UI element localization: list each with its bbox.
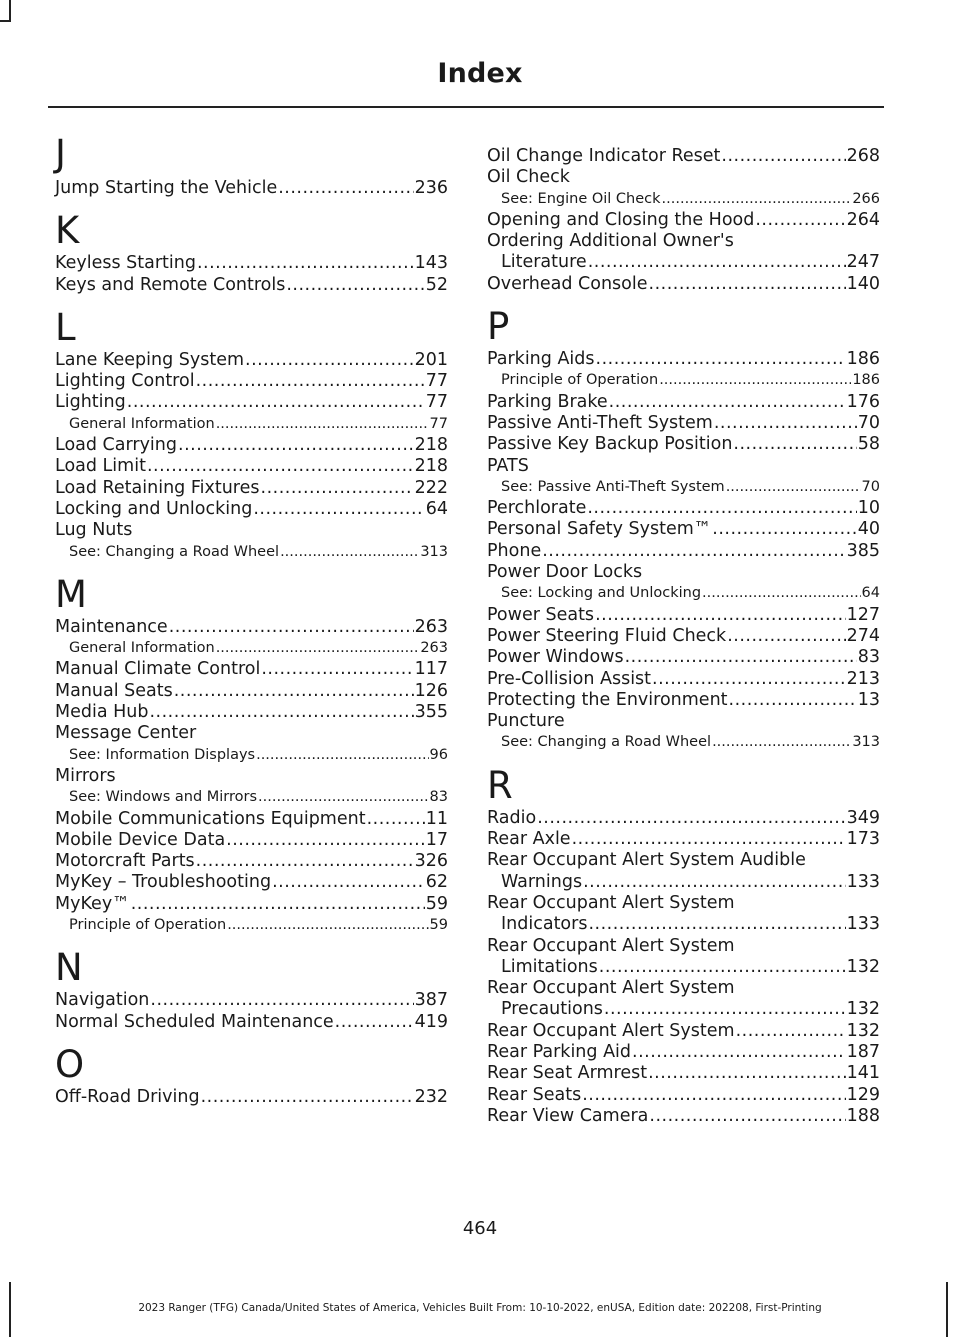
index-entry: Motorcraft Parts ..... 326 [55, 851, 448, 872]
index-subentry: See: Passive Anti-Theft System ..... 70 [487, 477, 880, 498]
section-letter-n: N [55, 946, 83, 990]
index-subentry: Principle of Operation ..... 186 [487, 370, 880, 391]
index-subentry: See: Changing a Road Wheel ..... 313 [487, 732, 880, 753]
index-heading: Power Door Locks [487, 562, 643, 583]
title-divider [48, 106, 884, 108]
index-heading: Rear Occupant Alert System [487, 892, 735, 913]
index-column-right [487, 146, 880, 1127]
index-entry: Oil Change Indicator Reset ..... 268 [487, 146, 880, 167]
index-entry: Load Retaining Fixtures ..... 222 [55, 478, 448, 499]
index-entry: Rear Seats ..... 129 [487, 1085, 880, 1106]
index-entry: Parking Brake ..... 176 [487, 392, 880, 413]
index-subentry: Principle of Operation ..... 59 [55, 915, 448, 936]
index-entry: Lighting ..... 77 [55, 392, 448, 413]
index-subentry: General Information ..... 263 [55, 638, 448, 659]
index-heading: PATS [487, 455, 529, 476]
index-entry: Radio ..... 349 [487, 808, 880, 829]
index-entry: Lane Keeping System ..... 201 [55, 350, 448, 371]
page-number: 464 [462, 1218, 498, 1239]
index-entry: Precautions ..... 132 [487, 999, 880, 1020]
index-entry: Maintenance ..... 263 [55, 617, 448, 638]
index-entry: Keys and Remote Controls ..... 52 [55, 275, 448, 296]
index-entry: Perchlorate ..... 10 [487, 498, 880, 519]
index-subentry: See: Locking and Unlocking ..... 64 [487, 583, 880, 604]
index-entry: Literature ..... 247 [487, 252, 880, 273]
index-entry: MyKey – Troubleshooting ..... 62 [55, 872, 448, 893]
index-subentry: See: Engine Oil Check ..... 266 [487, 189, 880, 210]
index-entry: Rear Parking Aid ..... 187 [487, 1042, 880, 1063]
section-letter-m: M [55, 572, 87, 616]
index-entry: Passive Key Backup Position ..... 58 [487, 434, 880, 455]
index-entry: Pre-Collision Assist ..... 213 [487, 669, 880, 690]
section-letter-j: J [55, 132, 66, 175]
index-entry: Personal Safety System™ ..... 40 [487, 519, 880, 540]
section-letter-p: P [487, 305, 510, 349]
index-subentry: See: Information Displays ..... 96 [55, 745, 448, 766]
index-heading: Oil Check [487, 167, 570, 188]
index-entry: Opening and Closing the Hood ..... 264 [487, 210, 880, 231]
section-letter-o: O [55, 1042, 85, 1086]
index-entry: MyKey™ ..... 59 [55, 894, 448, 915]
index-heading: Puncture [487, 711, 565, 732]
index-entry: Mobile Communications Equipment ..... 11 [55, 809, 448, 830]
index-entry: Off-Road Driving ..... 232 [55, 1087, 448, 1108]
index-entry: Mobile Device Data ..... 17 [55, 830, 448, 851]
index-entry: Rear Occupant Alert System ..... 132 [487, 1021, 880, 1042]
section-letter-k: K [55, 209, 80, 253]
index-entry: Lighting Control ..... 77 [55, 371, 448, 392]
crop-mark [9, 0, 11, 22]
index-subentry: See: Changing a Road Wheel ..... 313 [55, 542, 448, 563]
index-entry: Phone ..... 385 [487, 541, 880, 562]
index-entry: Warnings ..... 133 [487, 872, 880, 893]
crop-mark [0, 20, 11, 22]
index-entry: Media Hub ..... 355 [55, 702, 448, 723]
index-entry: Power Seats ..... 127 [487, 605, 880, 626]
index-entry: Navigation ..... 387 [55, 990, 448, 1011]
index-entry: Power Windows ..... 83 [487, 647, 880, 668]
index-subentry: General Information ..... 77 [55, 414, 448, 435]
index-subentry: See: Windows and Mirrors ..... 83 [55, 787, 448, 808]
index-column-left [55, 130, 448, 1108]
index-heading: Rear Occupant Alert System Audible [487, 850, 806, 871]
index-entry: Rear Seat Armrest ..... 141 [487, 1063, 880, 1084]
index-entry: Load Limit ..... 218 [55, 456, 448, 477]
index-entry: Normal Scheduled Maintenance ..... 419 [55, 1012, 448, 1033]
index-entry: Limitations ..... 132 [487, 957, 880, 978]
page-title: Index [437, 58, 523, 89]
index-entry: Keyless Starting ..... 143 [55, 253, 448, 274]
index-heading: Rear Occupant Alert System [487, 935, 735, 956]
index-entry: Load Carrying ..... 218 [55, 435, 448, 456]
index-heading: Rear Occupant Alert System [487, 978, 735, 999]
section-letter-l: L [55, 305, 76, 349]
index-entry: Overhead Console ..... 140 [487, 274, 880, 295]
index-entry: Rear View Camera ..... 188 [487, 1106, 880, 1127]
index-entry: Locking and Unlocking ..... 64 [55, 499, 448, 520]
index-heading: Lug Nuts [55, 520, 133, 541]
index-entry: Indicators ..... 133 [487, 914, 880, 935]
index-entry: Parking Aids ..... 186 [487, 349, 880, 370]
index-entry: Power Steering Fluid Check ..... 274 [487, 626, 880, 647]
index-entry: Protecting the Environment ..... 13 [487, 690, 880, 711]
index-entry: Jump Starting the Vehicle ..... 236 [55, 178, 448, 199]
section-letter-r: R [487, 763, 513, 807]
edition-footer: 2023 Ranger (TFG) Canada/United States of America, Vehicles Built From: 10-10-2022, enUSA, Edition date: 202208, First-Printing [138, 1302, 822, 1314]
index-entry: Manual Climate Control ..... 117 [55, 659, 448, 680]
index-entry: Passive Anti-Theft System ..... 70 [487, 413, 880, 434]
index-entry: Rear Axle ..... 173 [487, 829, 880, 850]
index-heading: Mirrors [55, 765, 116, 786]
index-heading: Ordering Additional Owner's [487, 231, 734, 252]
index-heading: Message Center [55, 723, 197, 744]
index-entry: Manual Seats ..... 126 [55, 681, 448, 702]
